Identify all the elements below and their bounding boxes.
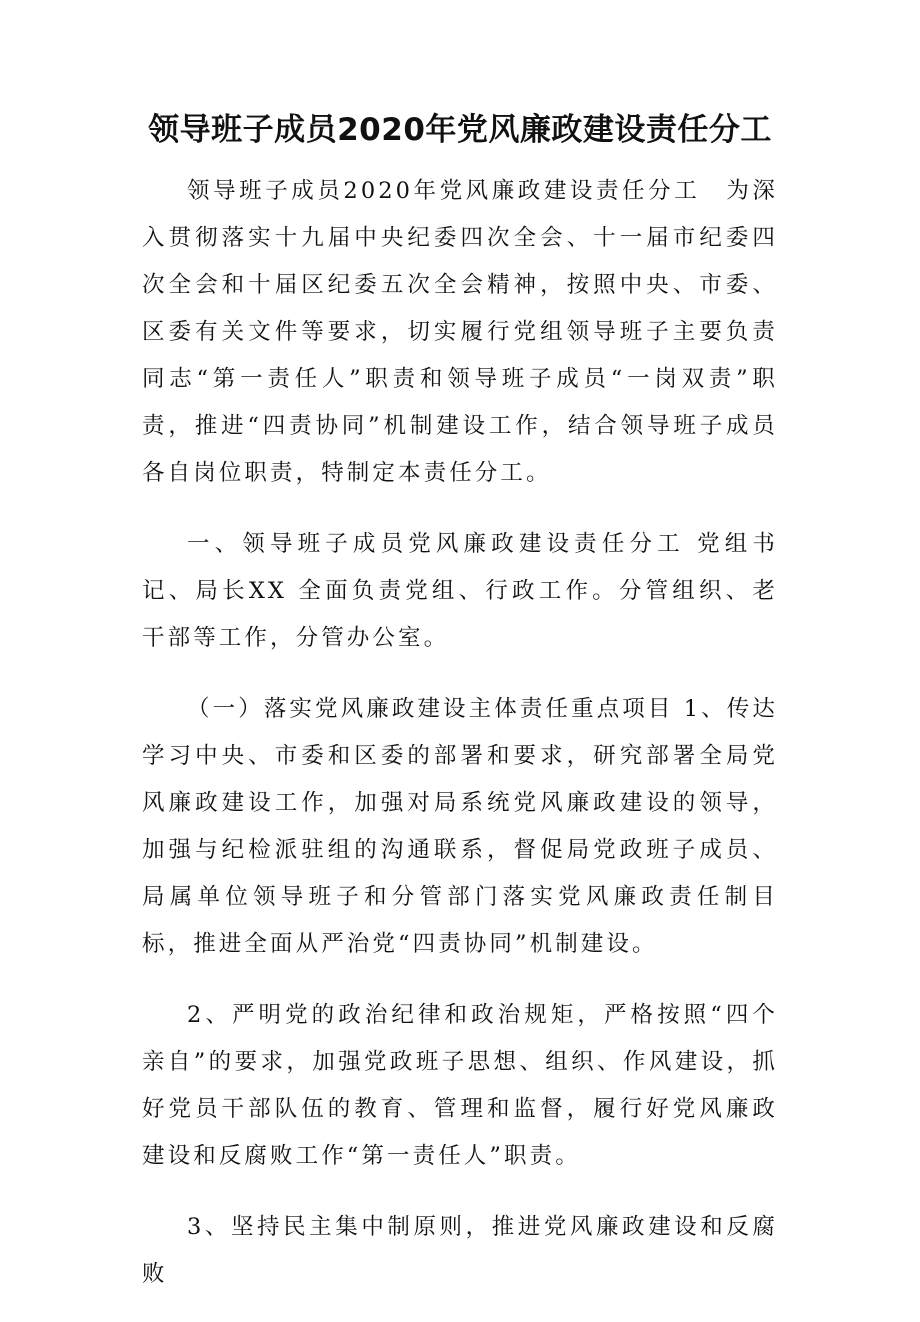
paragraph-item-one: （一）落实党风廉政建设主体责任重点项目 1、传达学习中央、市委和区委的部署和要求，研究部署全局党风廉政建设工作，加强对局系统党风廉政建设的领导，加强与纪检派驻组的沟通联系，督促局党政班子成员、局属单位领导班子和分管部门落实党风廉政责任制目标，推进全面从严治党“四责协同”机制建设。 xyxy=(142,696,778,957)
document-title: 领导班子成员2020年党风廉政建设责任分工 xyxy=(148,112,772,148)
paragraph-intro: 领导班子成员2020年党风廉政建设责任分工 为深入贯彻落实十九届中央纪委四次全会、十一届市纪委四次全会和十届区纪委五次全会精神，按照中央、市委、区委有关文件等要求，切实履行党组领导班子主要负责同志“第一责任人”职责和领导班子成员“一岗双责”职责，推进“四责协同”机制建设工作，结合领导班子成员各自岗位职责，特制定本责任分工。 xyxy=(142,178,778,486)
paragraph-item-three: 3、坚持民主集中制原则，推进党风廉政建设和反腐败 xyxy=(142,1214,778,1287)
paragraph-section-one: 一、领导班子成员党风廉政建设责任分工 党组书记、局长XX 全面负责党组、行政工作。分管组织、老干部等工作，分管办公室。 xyxy=(142,531,778,651)
paragraph-item-two: 2、严明党的政治纪律和政治规矩，严格按照“四个亲自”的要求，加强党政班子思想、组织、作风建设，抓好党员干部队伍的教育、管理和监督，履行好党风廉政建设和反腐败工作“第一责任人”职责。 xyxy=(142,1002,778,1169)
document-body xyxy=(142,168,778,1322)
